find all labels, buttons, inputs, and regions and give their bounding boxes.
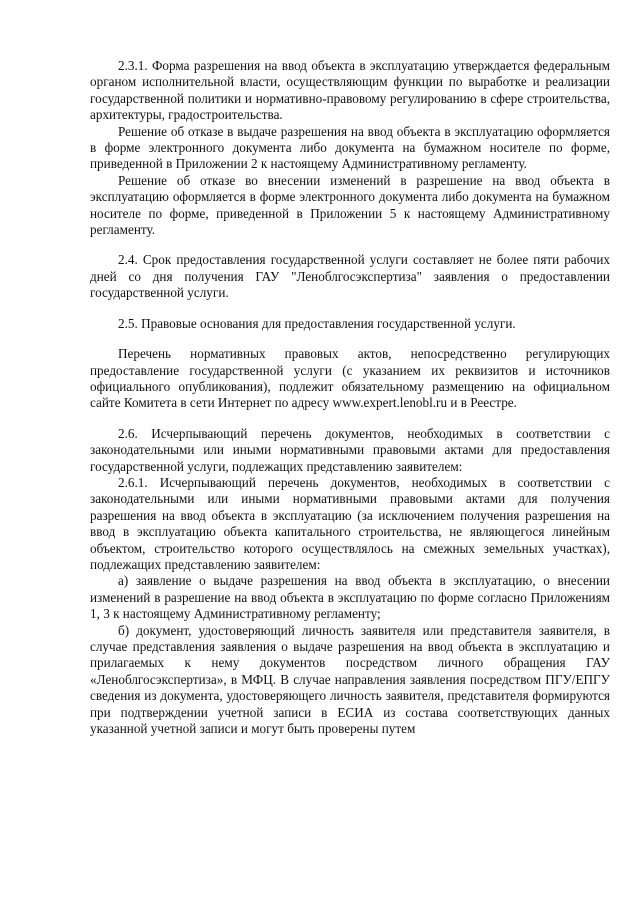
paragraph-2-5: 2.5. Правовые основания для предоставления государственной услуги. xyxy=(118,315,516,331)
paragraph-item-a: а) заявление о выдаче разрешения на ввод объекта в эксплуатацию, о внесении изменений в разрешение на ввод объекта в эксплуатацию по форме согласно Приложениям 1, 3 к настоящему Административному регламенту; xyxy=(90,573,610,622)
paragraph-refusal-changes: Решение об отказе во внесении изменений в разрешение на ввод объекта в эксплуатацию оформляется в форме электронного документа либо документа на бумажном носителе по форме, приведенной в Приложении 5 к настоящему Административному регламенту. xyxy=(90,172,610,238)
paragraph-2-6-1: 2.6.1. Исчерпывающий перечень документов, необходимых в соответствии с законодательными или иными нормативными правовыми актами для получения разрешения на ввод объекта в эксплуатацию (за исключением получения разрешения на ввод в эксплуатацию объекта капитального строительства, не являющегося линейным объектом, строительство которого осуществлялось на смежных земельных участках), подлежащих представлению заявителем: xyxy=(90,474,610,572)
document-page xyxy=(90,58,610,737)
paragraph-2-3-1: 2.3.1. Форма разрешения на ввод объекта в эксплуатацию утверждается федеральным органом исполнительной власти, осуществляющим функции по выработке и реализации государственной политики и нормативно-правовому регулированию в сфере строительства, архитектуры, градостроительства. xyxy=(90,58,610,123)
paragraph-2-6: 2.6. Исчерпывающий перечень документов, необходимых в соответствии с законодательными или иными нормативными правовыми актами для предоставления государственной услуги, подлежащих представлению заявителем: xyxy=(90,425,610,474)
paragraph-2-4: 2.4. Срок предоставления государственной услуги составляет не более пяти рабочих дней со дня получения ГАУ "Леноблгосэкспертиза" заявления о предоставлении государственной услуги. xyxy=(90,252,610,301)
paragraph-refusal-issue: Решение об отказе в выдаче разрешения на ввод объекта в эксплуатацию оформляется в форме электронного документа либо документа на бумажном носителе по форме, приведенной в Приложении 2 к настоящему Административному регламенту. xyxy=(90,123,610,172)
paragraph-item-b: б) документ, удостоверяющий личность заявителя или представителя заявителя, в случае представления заявления о выдаче разрешения на ввод объекта в эксплуатацию и прилагаемых к нему документов посредством личного обращения ГАУ «Леноблгосэкспертиза», в МФЦ. В случае направления заявления посредством ПГУ/ЕПГУ сведения из документа, удостоверяющего личность заявителя, представителя формируются при подтверждении учетной записи в ЕСИА из состава соответствующих данных указанной учетной записи и могут быть проверены путем xyxy=(90,622,610,737)
paragraph-legal-acts: Перечень нормативных правовых актов, непосредственно регулирующих предоставление государственной услуги (с указанием их реквизитов и источников официального опубликования), подлежит обязательному размещению на официальном сайте Комитета в сети Интернет по адресу www.expert.lenobl.ru и в Реестре. xyxy=(90,346,610,411)
